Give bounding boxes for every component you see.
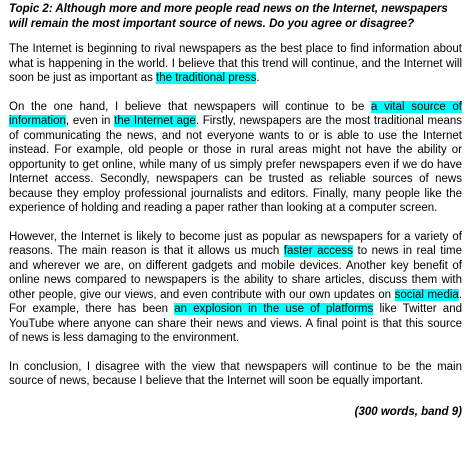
highlighted-phrase: a vital source of information — [9, 100, 463, 127]
text-run: to news in real time and wherever we are, on different gadgets and mobile devices. Another key benefit of online news compared to newspapers is the ability to share articles, discuss them with other people, give our views, and even contribute with our own updates on — [9, 245, 463, 301]
topic-heading: Topic 2: Although more and more people read news on the Internet, newspapers will remain the most important source of news. Do you agree or disagree? — [9, 3, 448, 30]
paragraph-intro — [9, 42, 462, 86]
text-run: In conclusion, I disagree with the view that newspapers will continue to be the main source of news, because I believe that the Internet will soon be equally important. — [9, 360, 462, 387]
paragraph-body-2 — [9, 230, 462, 346]
highlighted-phrase: faster access — [283, 245, 353, 257]
text-run: However, the Internet is likely to become just as popular as newspapers for a variety of reasons. The main reason is that it allows us much — [9, 230, 462, 257]
text-run: like Twitter and YouTube where anyone can share their news and views. A final point is that this source of news is less damaging to the environment. — [9, 303, 462, 344]
text-run: The Internet is beginning to rival newspapers as the best place to find information about what is happening in the world. I believe that this trend will continue, and the Internet will soon be just as important as — [9, 43, 462, 84]
highlighted-phrase: an explosion in the use of platforms — [174, 303, 374, 315]
highlighted-phrase: the traditional press — [156, 72, 257, 84]
highlighted-phrase: the Internet age — [114, 115, 196, 127]
highlighted-phrase: social media — [394, 288, 459, 301]
text-run: On the one hand, I believe that newspapers will continue to be — [9, 100, 372, 113]
paragraph-conclusion — [9, 360, 462, 389]
word-count-note: (300 words, band 9) — [354, 405, 462, 418]
paragraph-body-1 — [9, 100, 462, 216]
text-run: , even in — [65, 115, 115, 127]
text-run: . Firstly, newspapers are the most traditional means of communicating the news, and not everyone wants to or is able to use the Internet instead. For example, old people or those in rural areas might not have the ability or opportunity to get online, while many of us simply prefer newspapers even if we do have Internet access. Secondly, newspapers can be trusted as reliable sources of news because they employ professional journalists and editors. Finally, many people like the experience of holding and reading a paper rather than looking at a computer screen. — [9, 115, 463, 214]
text-run: . — [256, 72, 260, 84]
text-run: . For example, there has been — [9, 288, 463, 315]
